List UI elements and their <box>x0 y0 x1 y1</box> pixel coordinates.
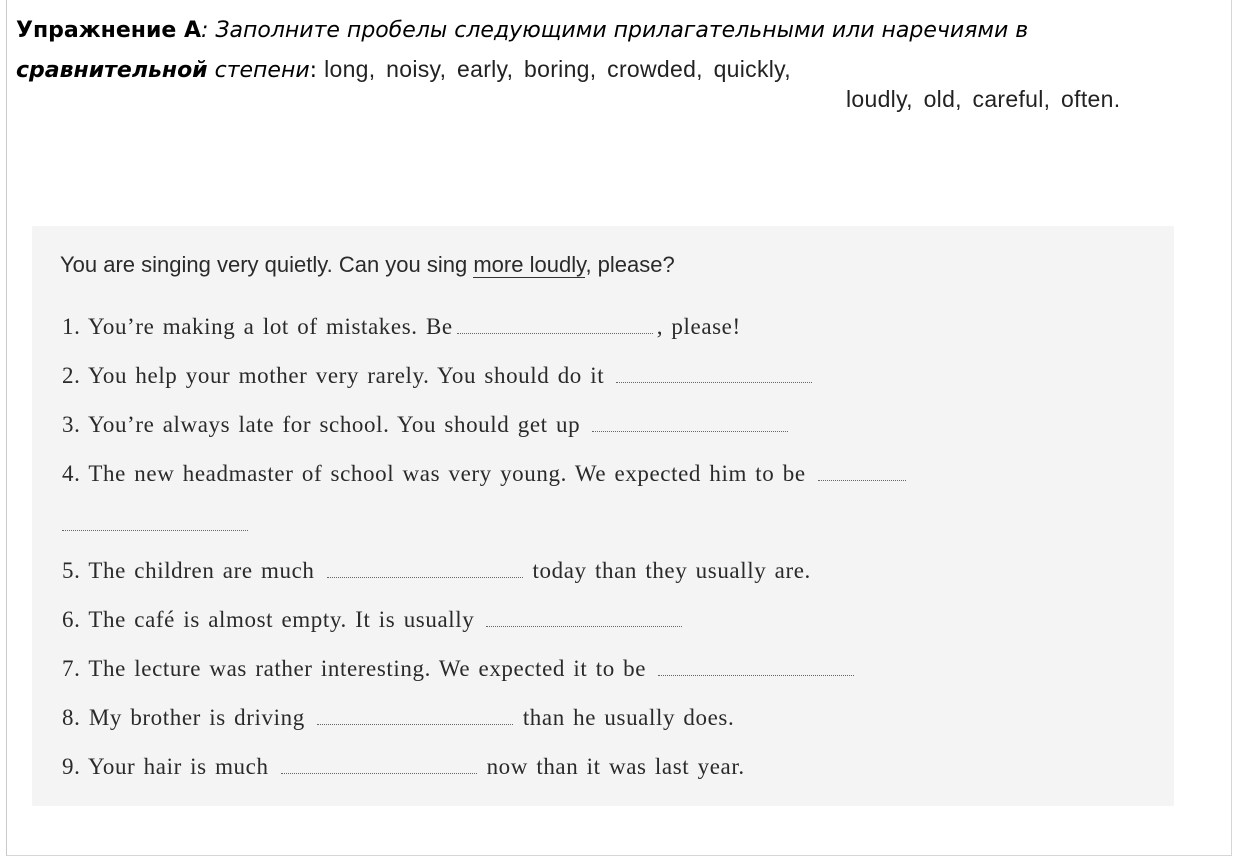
task-part1: Заполните пробелы следующими прилагательными или наречиями в <box>208 18 1029 43</box>
word-list-line2: loudly, old, careful, often. <box>846 86 1121 112</box>
item-text-before: The lecture was rather interesting. We expected it to be <box>88 656 647 681</box>
item-number: 5. <box>62 558 81 583</box>
example-after: , please? <box>585 252 675 277</box>
item-text-before: The café is almost empty. It is usually <box>88 607 475 632</box>
task-part2: степени <box>207 58 310 83</box>
answer-blank[interactable] <box>457 315 653 334</box>
title-colon: : <box>201 18 209 43</box>
item-text-before: You help your mother very rarely. You should do it <box>87 363 605 388</box>
answer-blank[interactable] <box>317 706 513 725</box>
item-text-after: now than it was last year. <box>486 754 745 779</box>
item-number: 7. <box>62 656 81 681</box>
answer-blank[interactable] <box>658 657 854 676</box>
example-sentence <box>60 252 675 278</box>
comparative-word: сравнительной <box>16 58 208 83</box>
item-number: 1. <box>62 314 81 339</box>
item-number: 2. <box>62 363 81 388</box>
item-text-before: Your hair is much <box>87 754 269 779</box>
item-number: 3. <box>62 412 81 437</box>
exercise-title: Упражнение А <box>16 18 201 43</box>
item-number: 6. <box>62 607 81 632</box>
exercise-item-1 <box>62 314 741 340</box>
example-before: You are singing very quietly. Can you sing <box>60 252 474 277</box>
answer-blank[interactable] <box>486 608 682 627</box>
instruction-text <box>16 12 1216 90</box>
exercise-item-8 <box>62 705 734 731</box>
exercise-item-4 <box>62 461 910 487</box>
item-text-after: than he usually does. <box>522 705 735 730</box>
exercise-item-6 <box>62 607 686 633</box>
item-number: 8. <box>62 705 81 730</box>
item-text-after: , please! <box>656 314 741 339</box>
answer-blank[interactable] <box>616 364 812 383</box>
answer-blank[interactable] <box>818 462 906 481</box>
item-text-before: You’re always late for school. You should get up <box>87 412 581 437</box>
item-number: 4. <box>62 461 81 486</box>
item-text-before: You’re making a lot of mistakes. Be <box>87 314 453 339</box>
item-text-after: today than they usually are. <box>532 558 811 583</box>
item-text-before: The children are much <box>88 558 315 583</box>
answer-blank[interactable] <box>592 413 788 432</box>
exercise-item-7 <box>62 656 858 682</box>
exercise-item-5 <box>62 558 811 584</box>
item-number: 9. <box>62 754 81 779</box>
word-list-line1: long, noisy, early, boring, crowded, quickly, <box>324 56 791 82</box>
exercise-item-3 <box>62 412 792 438</box>
answer-blank[interactable] <box>281 755 477 774</box>
answer-blank-continued[interactable] <box>62 530 248 531</box>
item-text-before: The new headmaster of school was very young. We expected him to be <box>88 461 806 486</box>
example-answer: more loudly <box>473 252 586 277</box>
colon: : <box>309 58 318 83</box>
answer-blank[interactable] <box>327 559 523 578</box>
exercise-item-9 <box>62 754 745 780</box>
item-text-before: My brother is driving <box>88 705 305 730</box>
exercise-item-2 <box>62 363 816 389</box>
